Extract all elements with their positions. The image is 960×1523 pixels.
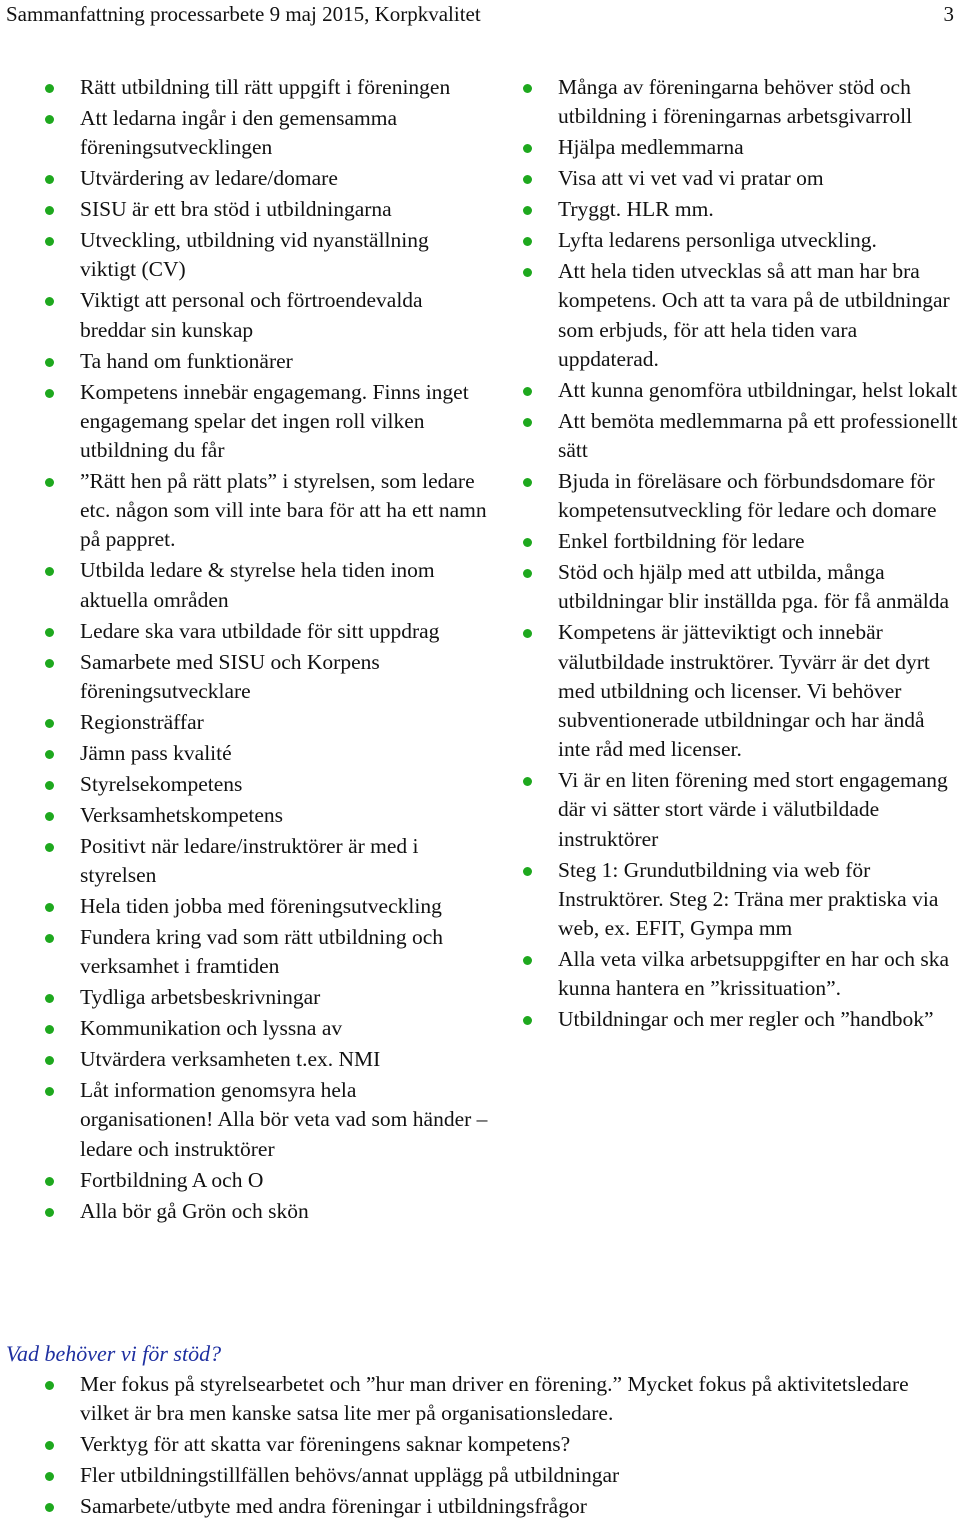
list-item: Visa att vi vet vad vi pratar om	[558, 164, 958, 193]
list-item: Tydliga arbetsbeskrivningar	[80, 983, 490, 1012]
list-item: Hjälpa medlemmarna	[558, 133, 958, 162]
list-item: Utbildningar och mer regler och ”handbok”	[558, 1005, 958, 1034]
list-item: Steg 1: Grundutbildning via web för Instruktörer. Steg 2: Träna mer praktiska via web, ex. EFIT, Gympa mm	[558, 856, 958, 944]
list-item: Fler utbildningstillfällen behövs/annat upplägg på utbildningar	[80, 1461, 950, 1490]
list-item: Viktigt att personal och förtroendevalda breddar sin kunskap	[80, 286, 490, 344]
list-item: Stöd och hjälp med att utbilda, många utbildningar blir inställda pga. för få anmälda	[558, 558, 958, 616]
list-item: Samarbete/utbyte med andra föreningar i utbildningsfrågor	[80, 1492, 950, 1521]
support-bullet-list	[80, 1370, 950, 1523]
document-title: Sammanfattning processarbete 9 maj 2015, Korpkvalitet	[6, 2, 481, 26]
list-item: Kommunikation och lyssna av	[80, 1014, 490, 1043]
list-item: Bjuda in föreläsare och förbundsdomare för kompetensutveckling för ledare och domare	[558, 467, 958, 525]
list-item: Utvärdering av ledare/domare	[80, 164, 490, 193]
left-bullet-list	[80, 73, 490, 1228]
right-bullet-list	[558, 73, 958, 1036]
list-item: Utbilda ledare & styrelse hela tiden inom aktuella områden	[80, 556, 490, 614]
list-item: Fundera kring vad som rätt utbildning och verksamhet i framtiden	[80, 923, 490, 981]
list-item: Rätt utbildning till rätt uppgift i föreningen	[80, 73, 490, 102]
list-item: Hela tiden jobba med föreningsutveckling	[80, 892, 490, 921]
list-item: Kompetens innebär engagemang. Finns inget engagemang spelar det ingen roll vilken utbildning du får	[80, 378, 490, 466]
list-item: Låt information genomsyra hela organisationen! Alla bör veta vad som händer – ledare och instruktörer	[80, 1076, 490, 1164]
list-item: Kompetens är jätteviktigt och innebär välutbildade instruktörer. Tyvärr är det dyrt med utbildning och licenser. Vi behöver subventionerade utbildningar och har ändå inte råd med licenser.	[558, 618, 958, 764]
list-item: Samarbete med SISU och Korpens föreningsutvecklare	[80, 648, 490, 706]
list-item: Vi är en liten förening med stort engagemang där vi sätter stort värde i välutbildade instruktörer	[558, 766, 958, 854]
list-item: Alla veta vilka arbetsuppgifter en har och ska kunna hantera en ”krissituation”.	[558, 945, 958, 1003]
list-item: Att bemöta medlemmarna på ett professionellt sätt	[558, 407, 958, 465]
list-item: Att ledarna ingår i den gemensamma föreningsutvecklingen	[80, 104, 490, 162]
list-item: SISU är ett bra stöd i utbildningarna	[80, 195, 490, 224]
list-item: Lyfta ledarens personliga utveckling.	[558, 226, 958, 255]
list-item: Ta hand om funktionärer	[80, 347, 490, 376]
list-item: Ledare ska vara utbildade för sitt uppdrag	[80, 617, 490, 646]
list-item: Jämn pass kvalité	[80, 739, 490, 768]
list-item: Styrelsekompetens	[80, 770, 490, 799]
list-item: Utveckling, utbildning vid nyanställning viktigt (CV)	[80, 226, 490, 284]
list-item: Positivt när ledare/instruktörer är med i styrelsen	[80, 832, 490, 890]
list-item: Utvärdera verksamheten t.ex. NMI	[80, 1045, 490, 1074]
list-item: Regionsträffar	[80, 708, 490, 737]
list-item: Alla bör gå Grön och skön	[80, 1197, 490, 1226]
list-item: Enkel fortbildning för ledare	[558, 527, 958, 556]
list-item: ”Rätt hen på rätt plats” i styrelsen, som ledare etc. någon som vill inte bara för att ha ett namn på pappret.	[80, 467, 490, 555]
section-heading: Vad behöver vi för stöd?	[6, 1341, 222, 1366]
list-item: Att kunna genomföra utbildningar, helst lokalt	[558, 376, 958, 405]
list-item: Verksamhetskompetens	[80, 801, 490, 830]
page-header	[6, 0, 960, 28]
list-item: Att hela tiden utvecklas så att man har bra kompetens. Och att ta vara på de utbildningar som erbjuds, för att hela tiden vara uppdaterad.	[558, 257, 958, 374]
list-item: Mer fokus på styrelsearbetet och ”hur man driver en förening.” Mycket fokus på aktivitetsledare vilket är bra men kanske satsa lite mer på organisationsledare.	[80, 1370, 950, 1428]
list-item: Många av föreningarna behöver stöd och utbildning i föreningarnas arbetsgivarroll	[558, 73, 958, 131]
list-item: Verktyg för att skatta var föreningens saknar kompetens?	[80, 1430, 950, 1459]
list-item: Fortbildning A och O	[80, 1166, 490, 1195]
page-number: 3	[943, 2, 954, 26]
list-item: Tryggt. HLR mm.	[558, 195, 958, 224]
